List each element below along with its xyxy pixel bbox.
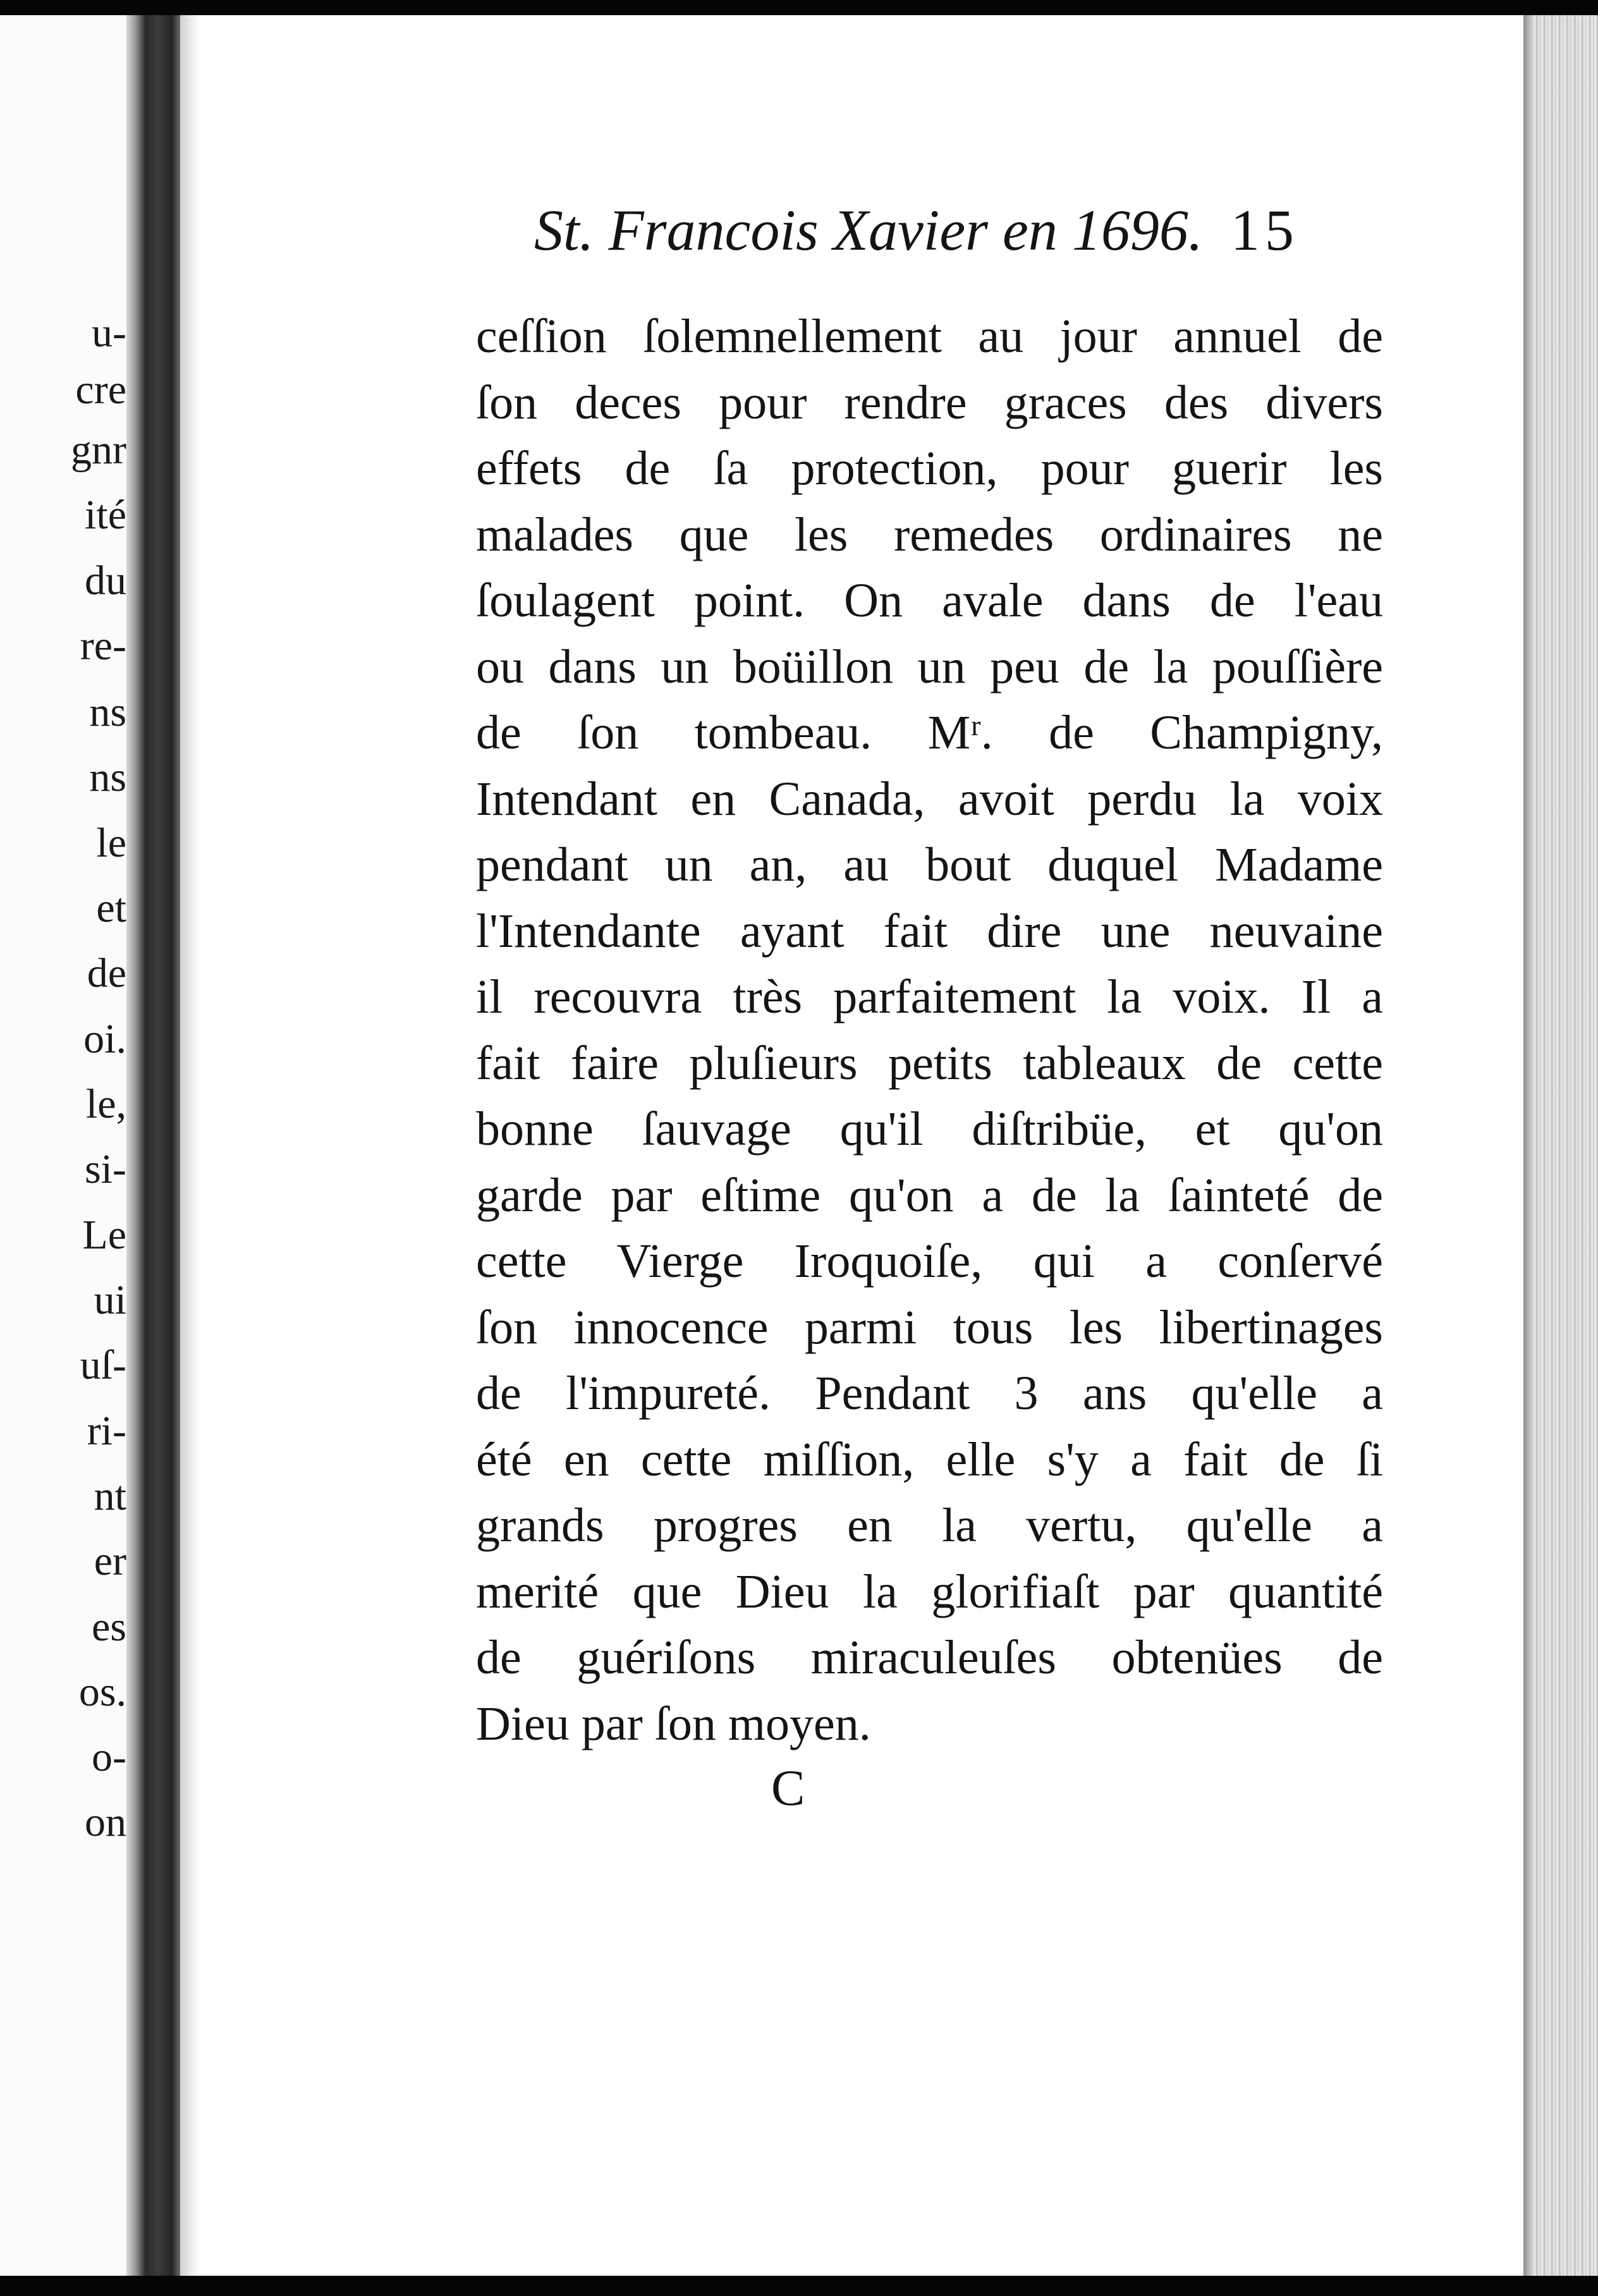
facing-page-fragment: le,: [85, 1081, 126, 1127]
facing-page-fragment: es: [92, 1604, 126, 1650]
gutter-shadow: [180, 15, 199, 2276]
facing-page-fragment: on: [85, 1799, 126, 1845]
facing-page-fragment: ns: [89, 754, 126, 800]
facing-page-fragment: nt: [94, 1473, 126, 1519]
text-line: Dieu par ſon moyen.: [476, 1697, 871, 1750]
scan-border-top: [0, 0, 1598, 15]
facing-page-fragment: du: [85, 558, 126, 604]
facing-page-fragment: ns: [89, 689, 126, 735]
facing-page-edge: [0, 15, 126, 2276]
page-header: [534, 195, 1299, 265]
text-line: garde par eſtime qu'on a de la ſainteté de: [476, 1168, 1383, 1222]
facing-page-fragment: oi.: [83, 1016, 126, 1062]
facing-page-fragment: Le: [82, 1212, 126, 1258]
running-title: St. Francois Xavier en 1696.: [534, 198, 1203, 262]
text-line: été en cette miſſion, elle s'y a fait de ſi: [476, 1432, 1383, 1486]
text-line: merité que Dieu la glorifiaſt par quantité: [476, 1565, 1383, 1618]
book-gutter: [126, 15, 180, 2276]
text-line: ou dans un boüillon un peu de la pouſſière: [476, 640, 1383, 693]
book-page: [199, 15, 1523, 2276]
scan-border-bottom: [0, 2276, 1598, 2296]
text-line: fait faire pluſieurs petits tableaux de cette: [476, 1036, 1383, 1090]
facing-page-fragment: er: [94, 1538, 126, 1584]
signature-mark: C: [771, 1761, 805, 1816]
facing-page-fragment: le: [96, 820, 126, 866]
text-line: bonne ſauvage qu'il diſtribüe, et qu'on: [476, 1102, 1383, 1156]
text-line: de guériſons miraculeuſes obtenües de: [476, 1631, 1383, 1684]
facing-page-fragment: cre: [75, 367, 126, 413]
facing-page-fragment: ri-: [87, 1408, 126, 1454]
body-text: [476, 303, 1383, 1757]
facing-page-fragment: et: [96, 885, 126, 931]
page-edge-shadow: [1523, 15, 1532, 2276]
text-line: ſoulagent point. On avale dans de l'eau: [476, 574, 1383, 627]
facing-page-fragment: de: [87, 950, 126, 996]
facing-page-fragment: u-: [92, 310, 126, 356]
facing-page-fragment: o-: [92, 1734, 126, 1780]
facing-page-fragment: os.: [78, 1669, 126, 1715]
facing-page-fragment: re-: [80, 623, 126, 669]
text-line: grands progres en la vertu, qu'elle a: [476, 1499, 1383, 1552]
facing-page-fragment: ui: [94, 1277, 126, 1323]
facing-page-fragment: ité: [85, 492, 126, 538]
page-stack-edge: [1523, 15, 1598, 2276]
text-line: pendant un an, au bout duquel Madame: [476, 838, 1383, 891]
text-line: cette Vierge Iroquoiſe, qui a conſervé: [476, 1235, 1383, 1288]
text-line: l'Intendante ayant fait dire une neuvaine: [476, 904, 1383, 958]
text-line: ceſſion ſolemnellement au jour annuel de: [476, 310, 1383, 363]
text-line: effets de ſa protection, pour guerir les: [476, 442, 1383, 495]
facing-page-fragment: uſ-: [80, 1342, 126, 1388]
text-line: de l'impureté. Pendant 3 ans qu'elle a: [476, 1367, 1383, 1420]
text-line: Intendant en Canada, avoit perdu la voix: [476, 772, 1383, 826]
text-line: de ſon tombeau. Mʳ. de Champigny,: [476, 706, 1383, 759]
text-line: il recouvra très parfaitement la voix. Il a: [476, 970, 1383, 1023]
text-line: malades que les remedes ordinaires ne: [476, 508, 1383, 561]
facing-page-fragment: gnr: [71, 427, 126, 473]
text-line: ſon deces pour rendre graces des divers: [476, 376, 1383, 429]
text-line: ſon innocence parmi tous les libertinages: [476, 1300, 1383, 1354]
page-number: 15: [1230, 198, 1299, 262]
facing-page-fragment: si-: [85, 1146, 126, 1192]
